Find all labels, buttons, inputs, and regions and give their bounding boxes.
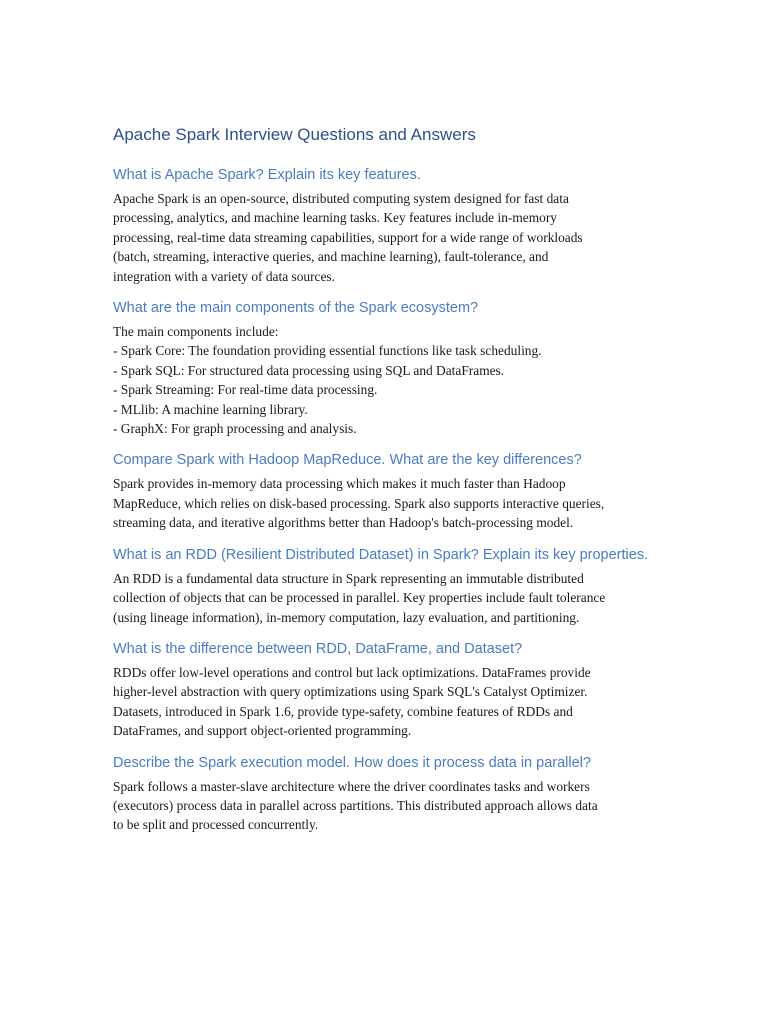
answer-line: Apache Spark is an open-source, distributed computing system designed for fast data — [113, 191, 569, 206]
question-heading: What is the difference between RDD, DataFrame, and Dataset? — [113, 640, 523, 657]
answer-line: - Spark Core: The foundation providing essential functions like task scheduling. — [113, 343, 542, 359]
answer-line: Spark provides in-memory data processing which makes it much faster than Hadoop — [113, 476, 566, 492]
answer-line: streaming data, and iterative algorithms better than Hadoop's batch-processing model. — [113, 515, 574, 531]
answer-line: integration with a variety of data sources. — [113, 268, 335, 284]
answer-line: MapReduce, which relies on disk-based processing. Spark also supports interactive queries, — [113, 495, 605, 511]
answer-line: processing, analytics, and machine learning tasks. Key features include in-memory — [113, 210, 557, 226]
qa-section-4 — [113, 543, 658, 627]
qa-section-6 — [113, 751, 658, 835]
answer-text — [113, 322, 658, 438]
qa-section-1 — [113, 163, 658, 286]
answer-line: RDDs offer low-level operations and control but lack optimizations. DataFrames provide — [113, 664, 591, 680]
answer-line: (batch, streaming, interactive queries, and machine learning), fault-tolerance, and — [113, 249, 549, 265]
answer-line: - MLlib: A machine learning library. — [113, 401, 308, 417]
answer-line: higher-level abstraction with query optimizations using Spark SQL's Catalyst Optimizer. — [113, 684, 588, 700]
answer-line: (executors) process data in parallel across partitions. This distributed approach allows data — [113, 797, 598, 813]
answer-line: Datasets, introduced in Spark 1.6, provide type-safety, combine features of RDDs and — [113, 703, 573, 719]
answer-line: Spark follows a master-slave architecture where the driver coordinates tasks and workers — [113, 778, 590, 794]
document-title: Apache Spark Interview Questions and Answers — [113, 125, 476, 144]
answer-text — [113, 189, 658, 286]
document-page — [113, 122, 658, 845]
question-heading: Compare Spark with Hadoop MapReduce. What are the key differences? — [113, 452, 582, 469]
question-heading: What are the main components of the Spark ecosystem? — [113, 300, 479, 317]
answer-line: DataFrames, and support object-oriented programming. — [113, 723, 412, 739]
answer-line: - Spark SQL: For structured data processing using SQL and DataFrames. — [113, 362, 505, 378]
qa-section-2 — [113, 296, 658, 438]
question-heading: What is Apache Spark? Explain its key features. — [113, 167, 421, 183]
answer-line: - Spark Streaming: For real-time data processing. — [113, 382, 378, 398]
answer-line: (using lineage information), in-memory computation, lazy evaluation, and partitioning. — [113, 609, 580, 625]
qa-section-5 — [113, 637, 658, 741]
answer-text — [113, 569, 658, 627]
question-heading: Describe the Spark execution model. How does it process data in parallel? — [113, 754, 591, 771]
answer-line: The main components include: — [113, 324, 279, 340]
qa-section-3 — [113, 448, 658, 532]
answer-line: An RDD is a fundamental data structure in Spark representing an immutable distributed — [113, 570, 584, 586]
question-heading: What is an RDD (Resilient Distributed Dataset) in Spark? Explain its key properties. — [113, 546, 649, 563]
answer-text — [113, 663, 658, 741]
answer-text — [113, 777, 658, 835]
answer-line: to be split and processed concurrently. — [113, 817, 319, 833]
answer-line: processing, real-time data streaming capabilities, support for a wide range of workloads — [113, 229, 583, 245]
answer-line: collection of objects that can be processed in parallel. Key properties include fault tolerance — [113, 590, 606, 606]
answer-line: - GraphX: For graph processing and analysis. — [113, 421, 357, 437]
answer-text — [113, 474, 658, 532]
